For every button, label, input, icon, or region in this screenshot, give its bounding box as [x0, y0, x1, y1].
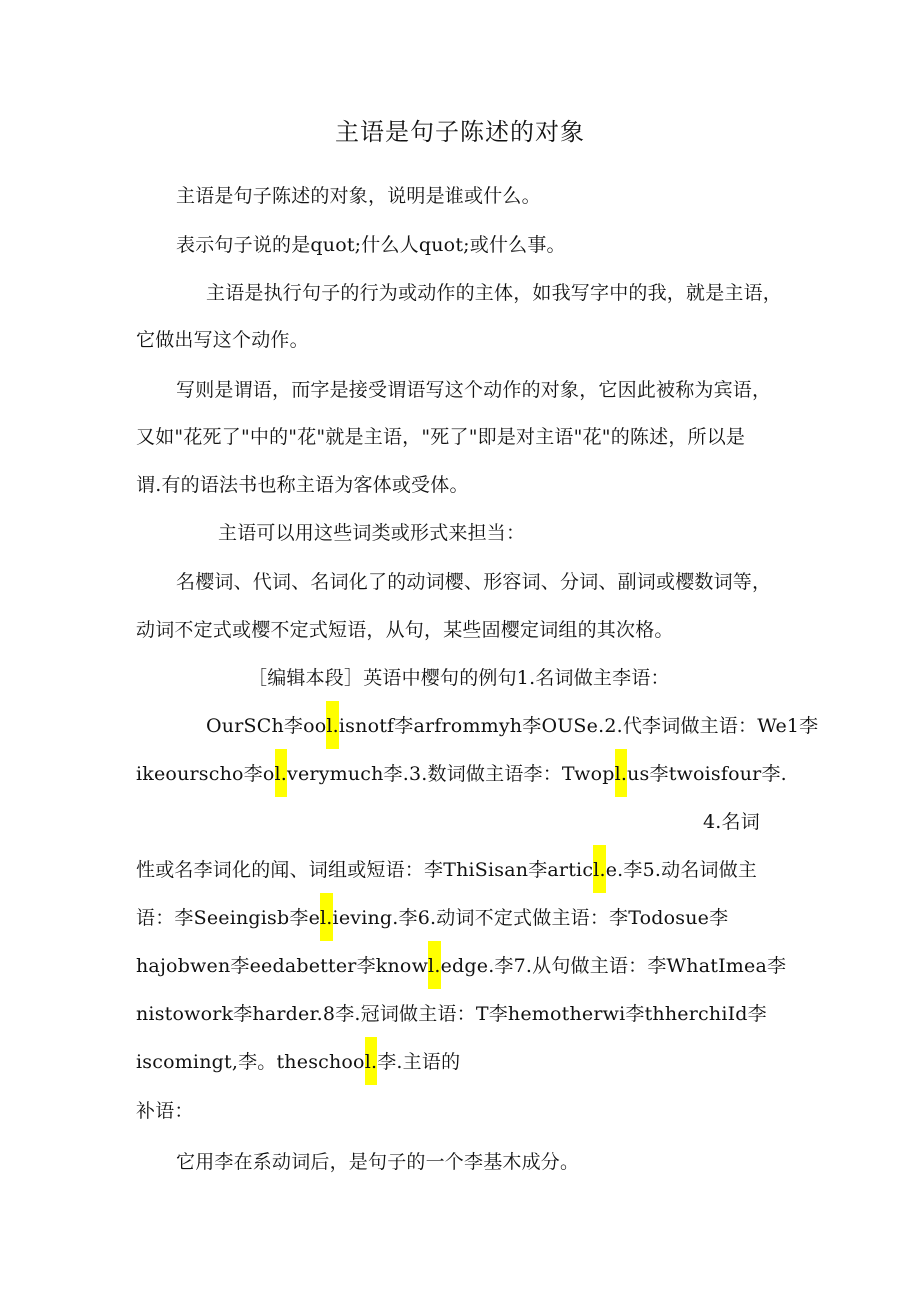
highlight-mark: l.	[615, 749, 628, 797]
paragraph-2: 表示句子说的是quot;什么人quot;或什么事。	[176, 234, 566, 256]
example-text: verymuch李.3.数词做主语李：Twop	[287, 763, 615, 785]
document-title: 主语是句子陈述的对象	[335, 118, 585, 146]
example-line-8	[136, 1049, 460, 1075]
paragraph-7: ［编辑本段］英语中樱句的例句1.名词做主李语：	[248, 667, 670, 689]
highlight-mark: l.	[320, 893, 333, 941]
highlight-mark: l.	[428, 941, 441, 989]
example-text: hajobwen李eedabetter李know	[136, 955, 429, 977]
paragraph-5: 主语可以用这些词类或形式来担当：	[218, 522, 526, 544]
paragraph-4-line-2: 又如"花死了"中的"花"就是主语，"死了"即是对主语"花"的陈述，所以是	[136, 426, 746, 448]
highlight-mark: l.	[365, 1037, 378, 1085]
example-line-4	[136, 857, 757, 883]
example-line-2	[136, 761, 787, 787]
example-line-5	[136, 905, 728, 931]
example-text: 性或名李词化的闻、词组或短语：李ThiSisan李artic	[136, 859, 594, 881]
example-text: 语：李Seeingisb李e	[136, 907, 321, 929]
paragraph-4-line-1: 写则是谓语，而字是接受谓语写这个动作的对象，它因此被称为宾语，	[176, 379, 772, 401]
example-text: ikeourscho李o	[136, 763, 275, 785]
example-text: isnotf李arfrommyh李OUSe.2.代李词做主语：We1李	[338, 715, 819, 737]
paragraph-4-line-3: 谓.有的语法书也称主语为客体或受体。	[136, 474, 469, 496]
paragraph-6-line-2: 动词不定式或樱不定式短语，从句，某些固樱定词组的其次格。	[136, 619, 674, 641]
example-line-6	[136, 953, 786, 979]
paragraph-6-line-1: 名樱词、代词、名词化了的动词樱、形容词、分词、副词或樱数词等，	[176, 571, 772, 593]
example-text: e.李5.动名词做主	[605, 859, 758, 881]
example-line-1	[206, 713, 818, 739]
highlight-mark: l.	[275, 749, 288, 797]
paragraph-3-line-2: 它做出写这个动作。	[136, 329, 309, 351]
paragraph-1: 主语是句子陈述的对象，说明是谁或什么。	[176, 185, 541, 207]
highlight-mark: l.	[326, 701, 339, 749]
example-text: OurSCh李oo	[206, 715, 327, 737]
example-text: ieving.李6.动词不定式做主语：李Todosue李	[332, 907, 729, 929]
example-line-7: nistowork李harder.8李.冠词做主语：T李hemotherwi李thherchiId李	[136, 1003, 767, 1025]
example-line-3: 4.名词	[703, 811, 760, 833]
example-text: edge.李7.从句做主语：李WhatImea李	[440, 955, 787, 977]
example-text: iscomingt,李。theschoo	[136, 1051, 365, 1073]
highlight-mark: l.	[593, 845, 606, 893]
example-text: us李twoisfour李.	[627, 763, 787, 785]
paragraph-9: 它用李在系动词后，是句子的一个李基木成分。	[176, 1151, 580, 1173]
example-text: 李.主语的	[377, 1051, 461, 1073]
paragraph-8: 补语：	[136, 1100, 194, 1122]
paragraph-3-line-1: 主语是执行句子的行为或动作的主体，如我写字中的我，就是主语，	[206, 282, 783, 304]
